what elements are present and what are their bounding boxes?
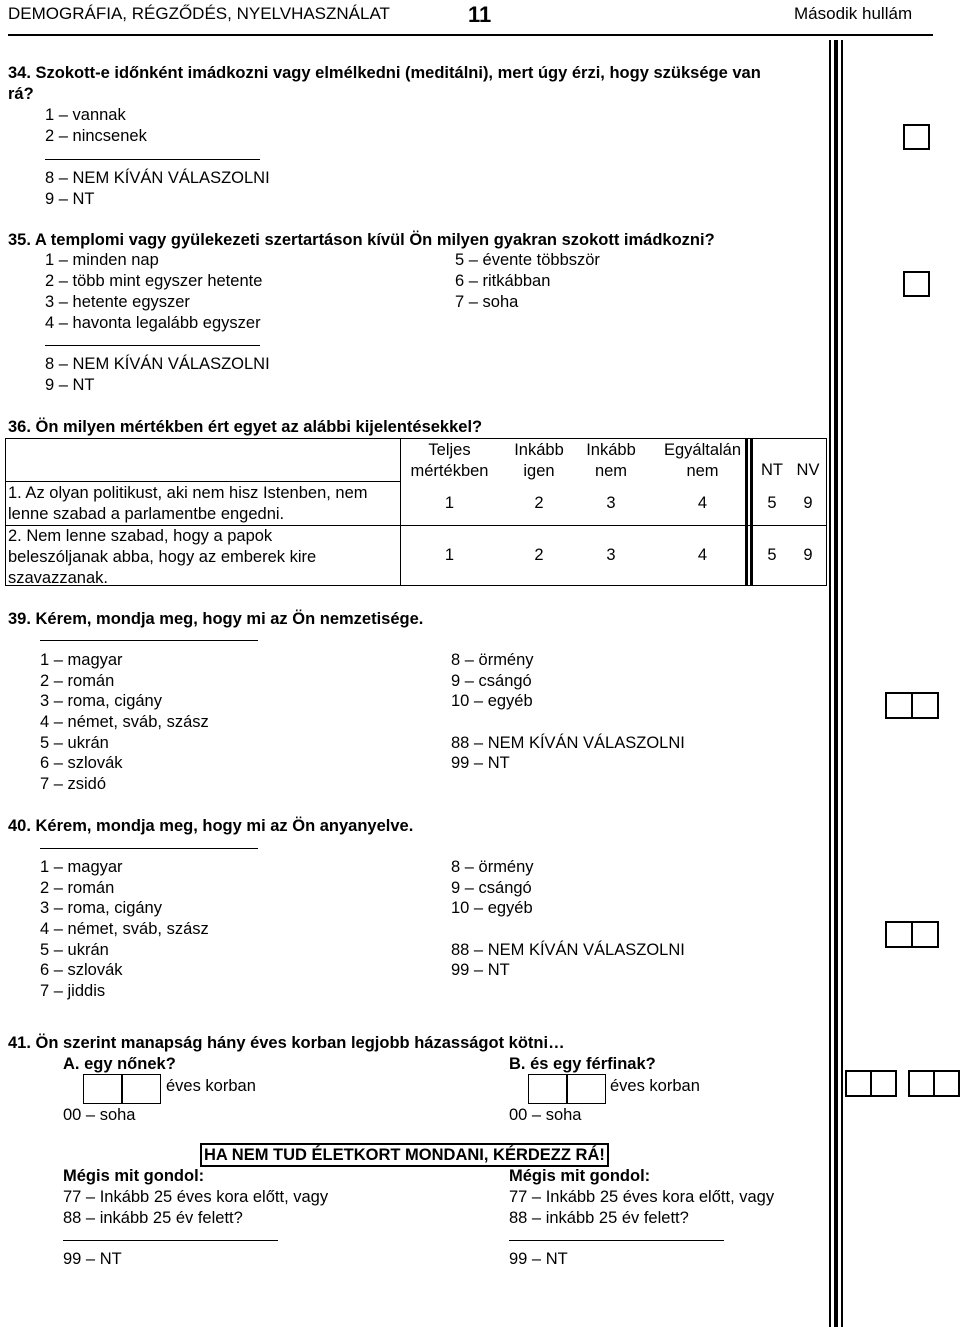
q35-refuse: 8 – NEM KÍVÁN VÁLASZOLNI xyxy=(45,355,270,373)
q41-b-never: 00 – soha xyxy=(509,1106,582,1124)
q36-code[interactable]: 4 xyxy=(697,494,708,512)
q39-option: 5 – ukrán xyxy=(40,734,109,752)
q39-option: 4 – német, sváb, szász xyxy=(40,713,209,731)
q41-a-answer-box-1[interactable] xyxy=(845,1070,872,1097)
q41-a-nt: 99 – NT xyxy=(63,1250,122,1268)
q40-option: 88 – NEM KÍVÁN VÁLASZOLNI xyxy=(451,941,685,959)
q40-option: 5 – ukrán xyxy=(40,941,109,959)
q40-option: 1 – magyar xyxy=(40,858,123,876)
q40-option: 6 – szlovák xyxy=(40,961,123,979)
q36-code[interactable]: 9 xyxy=(803,494,813,512)
q41-a-prompt: Mégis mit gondol: xyxy=(63,1167,205,1185)
q35-option: 5 – évente többször xyxy=(455,251,600,269)
q40-option: 99 – NT xyxy=(451,961,510,979)
q39-option: 99 – NT xyxy=(451,754,510,772)
q40-option: 8 – örmény xyxy=(451,858,534,876)
q40-option: 2 – román xyxy=(40,879,115,897)
q39-option: 3 – roma, cigány xyxy=(40,692,162,710)
q40-option: 3 – roma, cigány xyxy=(40,899,162,917)
header-right: Második hullám xyxy=(794,4,913,23)
q41-a-option-88: 88 – inkább 25 év felett? xyxy=(63,1209,243,1227)
q39-option: 9 – csángó xyxy=(451,672,532,690)
margin-rule xyxy=(829,40,831,1327)
q36-code[interactable]: 4 xyxy=(697,546,708,564)
q41-a-age-box-2[interactable] xyxy=(121,1074,161,1104)
q41-a-separator xyxy=(63,1240,278,1241)
q36-title: 36. Ön milyen mértékben ért egyet az alábbi kijelentésekkel? xyxy=(8,418,483,436)
q39-answer-box-2[interactable] xyxy=(911,692,939,719)
q41-a-option-77: 77 – Inkább 25 éves kora előtt, vagy xyxy=(63,1188,329,1206)
q36-code[interactable]: 2 xyxy=(534,494,544,512)
q36-header-1 xyxy=(402,440,497,482)
q40-option: 7 – jiddis xyxy=(40,982,106,1000)
q34-title-1: 34. Szokott-e időnként imádkozni vagy elmélkedni (meditálni), mert úgy érzi, hogy szüksége van xyxy=(8,64,761,82)
q39-option: 10 – egyéb xyxy=(451,692,533,710)
q36-header-2-line1: Inkább xyxy=(514,441,564,459)
q35-title: 35. A templomi vagy gyülekezeti szertartáson kívül Ön milyen gyakran szokott imádkozni? xyxy=(8,231,715,249)
q36-header-nv: NV xyxy=(796,461,820,479)
q34-nt: 9 – NT xyxy=(45,190,95,208)
q36-header-3-line2: nem xyxy=(594,462,628,480)
q35-option: 2 – több mint egyszer hetente xyxy=(45,272,263,290)
q40-option: 9 – csángó xyxy=(451,879,532,897)
q36-code[interactable]: 3 xyxy=(606,494,616,512)
q36-statement-1: 1. Az olyan politikust, aki nem hisz Istenben, nem lenne szabad a parlamentbe engedni. xyxy=(8,484,368,523)
q41-b-separator xyxy=(509,1240,724,1241)
q36-header-1-line2: mértékben xyxy=(410,462,489,480)
q39-option: 2 – román xyxy=(40,672,115,690)
q36-header-4 xyxy=(650,440,755,482)
q34-refuse: 8 – NEM KÍVÁN VÁLASZOLNI xyxy=(45,169,270,187)
q41-a-label: A. egy nőnek? xyxy=(63,1055,176,1073)
q39-option: 88 – NEM KÍVÁN VÁLASZOLNI xyxy=(451,734,685,752)
q41-b-option-77: 77 – Inkább 25 éves kora előtt, vagy xyxy=(509,1188,775,1206)
q35-option: 4 – havonta legalább egyszer xyxy=(45,314,261,332)
q41-b-nt: 99 – NT xyxy=(509,1250,568,1268)
page-number: 11 xyxy=(468,2,492,27)
q34-answer-box[interactable] xyxy=(903,124,930,150)
q36-header-1-line1: Teljes xyxy=(428,441,471,459)
q40-option: 4 – német, sváb, szász xyxy=(40,920,209,938)
q36-header-4-line2: nem xyxy=(686,462,719,480)
q41-a-never: 00 – soha xyxy=(63,1106,136,1124)
header-rule xyxy=(8,34,933,36)
q36-code[interactable]: 9 xyxy=(803,546,813,564)
q36-header-nt: NT xyxy=(761,461,783,479)
q39-answer-box-1[interactable] xyxy=(885,692,913,719)
q36-code[interactable]: 5 xyxy=(767,546,777,564)
q40-answer-box-2[interactable] xyxy=(911,921,939,948)
q41-b-answer-box-1[interactable] xyxy=(908,1070,935,1097)
q36-header-4-line1: Egyáltalán xyxy=(663,441,742,459)
q36-code[interactable]: 1 xyxy=(444,546,455,564)
q40-answer-box-1[interactable] xyxy=(885,921,913,948)
q41-b-age-box-2[interactable] xyxy=(566,1074,606,1104)
q36-code[interactable]: 1 xyxy=(444,494,455,512)
q40-separator xyxy=(40,848,258,849)
q36-code[interactable]: 5 xyxy=(767,494,777,512)
q35-option: 7 – soha xyxy=(455,293,519,311)
q39-option: 1 – magyar xyxy=(40,651,123,669)
q41-b-label: B. és egy férfinak? xyxy=(509,1055,656,1073)
q41-a-answer-box-2[interactable] xyxy=(870,1070,897,1097)
q41-b-age-box-1[interactable] xyxy=(528,1074,568,1104)
q36-statement-2: 2. Nem lenne szabad, hogy a papok beleszóljanak abba, hogy az emberek kire szavazzanak. xyxy=(8,527,317,587)
q41-b-answer-box-2[interactable] xyxy=(933,1070,960,1097)
q41-a-unit: éves korban xyxy=(166,1077,256,1095)
q39-separator xyxy=(40,640,258,641)
q40-title: 40. Kérem, mondja meg, hogy mi az Ön anyanyelve. xyxy=(8,817,414,835)
q36-header-3-line1: Inkább xyxy=(586,441,636,459)
q35-option: 1 – minden nap xyxy=(45,251,159,269)
q35-answer-box[interactable] xyxy=(903,271,930,297)
q35-separator xyxy=(45,345,260,346)
q34-option: 1 – vannak xyxy=(45,106,126,124)
q41-b-unit: éves korban xyxy=(610,1077,700,1095)
q39-option: 7 – zsidó xyxy=(40,775,107,793)
q34-separator xyxy=(45,159,260,160)
q40-option: 10 – egyéb xyxy=(451,899,533,917)
q36-header-3 xyxy=(572,440,650,482)
q35-option: 3 – hetente egyszer xyxy=(45,293,190,311)
q41-a-age-box-1[interactable] xyxy=(83,1074,123,1104)
q36-code[interactable]: 3 xyxy=(606,546,616,564)
q39-title: 39. Kérem, mondja meg, hogy mi az Ön nemzetisége. xyxy=(8,610,424,628)
q39-option: 8 – örmény xyxy=(451,651,534,669)
q34-option: 2 – nincsenek xyxy=(45,127,147,145)
q35-nt: 9 – NT xyxy=(45,376,95,394)
q35-option: 6 – ritkábban xyxy=(455,272,551,290)
q36-header-2 xyxy=(500,440,578,482)
q36-code[interactable]: 2 xyxy=(534,546,544,564)
q39-option: 6 – szlovák xyxy=(40,754,123,772)
q34-title-2: rá? xyxy=(8,85,34,103)
q36-header-2-line2: igen xyxy=(523,462,555,480)
q41-title: 41. Ön szerint manapság hány éves korban legjobb házasságot kötni… xyxy=(8,1034,565,1052)
q41-b-option-88: 88 – inkább 25 év felett? xyxy=(509,1209,689,1227)
q41-b-prompt: Mégis mit gondol: xyxy=(509,1167,651,1185)
header-left: DEMOGRÁFIA, RÉGZŐDÉS, NYELVHASZNÁLAT xyxy=(8,4,390,23)
q41-instruction: HA NEM TUD ÉLETKORT MONDANI, KÉRDEZZ RÁ! xyxy=(200,1143,609,1167)
